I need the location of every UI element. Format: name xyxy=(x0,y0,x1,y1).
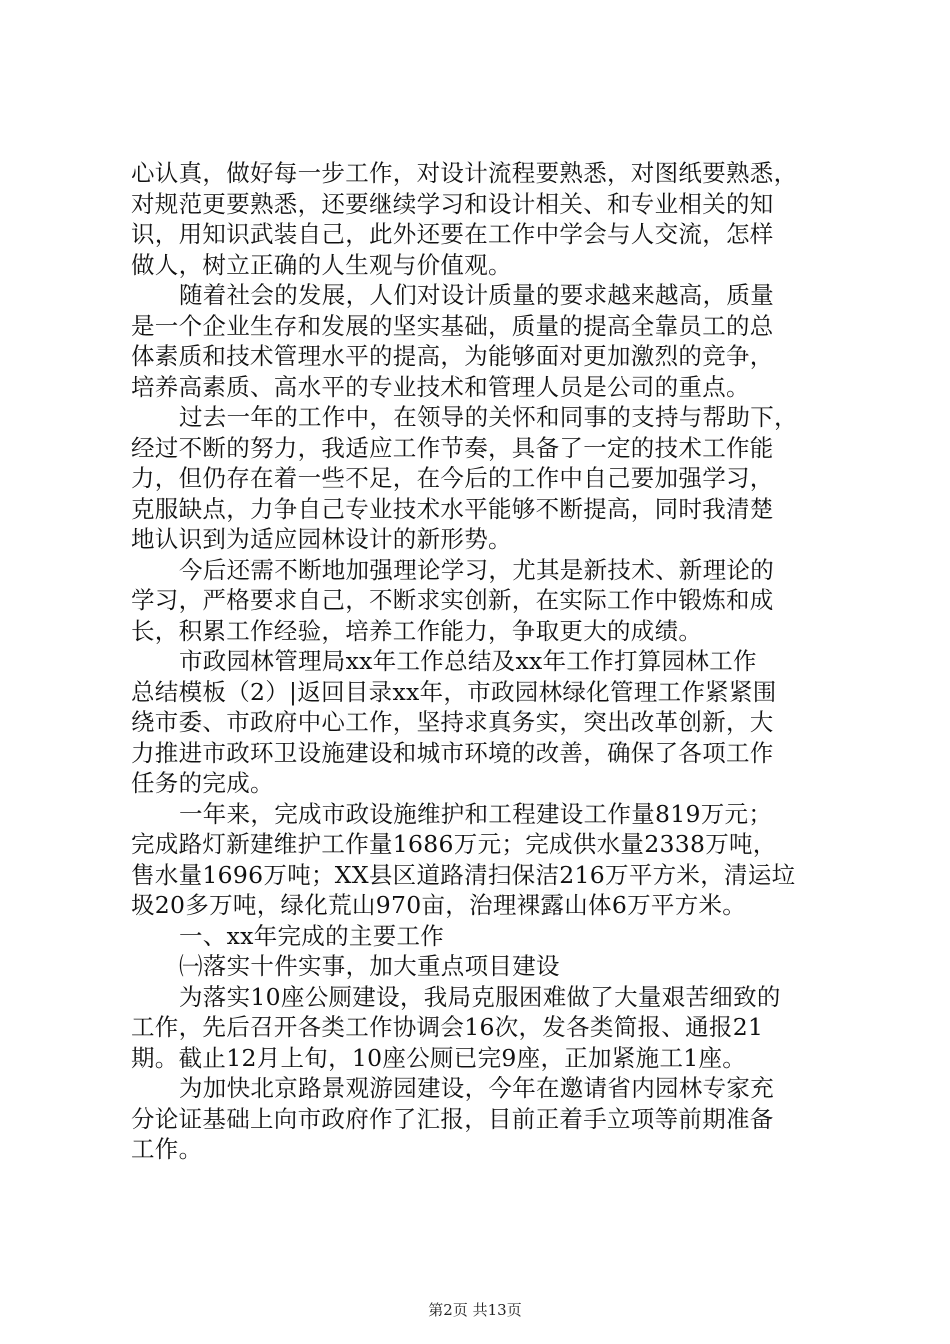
text-line: 体素质和技术管理水平的提高，为能够面对更加激烈的竞争， xyxy=(131,342,774,370)
text-line: 心认真，做好每一步工作，对设计流程要熟悉，对图纸要熟悉， xyxy=(131,159,798,187)
text-line: 圾20多万吨，绿化荒山970亩，治理裸露山体6万平方米。 xyxy=(131,891,747,919)
text-line: 培养高素质、高水平的专业技术和管理人员是公司的重点。 xyxy=(131,372,750,401)
text-line: 售水量1696万吨；XX县区道路清扫保洁216万平方米，清运垃 xyxy=(131,860,796,889)
text-line: 总结模板（2）|返回目录xx年，市政园林绿化管理工作紧紧围 xyxy=(131,677,777,706)
text-line: 期。截止12月上旬，10座公厕已完9座，正加紧施工1座。 xyxy=(131,1043,747,1072)
text-line: 地认识到为适应园林设计的新形势。 xyxy=(131,525,512,553)
text-line: 一、xx年完成的主要工作 xyxy=(179,921,445,950)
text-line: 做人，树立正确的人生观与价值观。 xyxy=(131,250,512,279)
text-line: 工作。 xyxy=(131,1135,203,1163)
text-line: 是一个企业生存和发展的坚实基础，质量的提高全靠员工的总 xyxy=(131,311,774,340)
text-line: 为加快北京路景观游园建设，今年在邀请省内园林专家充 xyxy=(179,1074,774,1102)
text-line: 长，积累工作经验，培养工作能力，争取更大的成绩。 xyxy=(131,616,703,645)
text-line: 完成路灯新建维护工作量1686万元；完成供水量2338万吨， xyxy=(131,830,777,858)
text-line: 力，但仍存在着一些不足，在今后的工作中自己要加强学习， xyxy=(131,464,774,492)
text-line: 分论证基础上向市政府作了汇报，目前正着手立项等前期准备 xyxy=(131,1104,774,1133)
text-line: 力推进市政环卫设施建设和城市环境的改善，确保了各项工作 xyxy=(131,738,774,767)
text-line: 克服缺点，力争自己专业技术水平能够不断提高，同时我清楚 xyxy=(131,494,774,523)
text-line: 过去一年的工作中，在领导的关怀和同事的支持与帮助下， xyxy=(179,403,798,431)
page-footer: 第2页 共13页 xyxy=(428,1301,522,1319)
text-line: 经过不断的努力，我适应工作节奏，具备了一定的技术工作能 xyxy=(131,433,774,462)
text-line: 绕市委、市政府中心工作，坚持求真务实，突出改革创新，大 xyxy=(131,708,774,736)
text-line: 市政园林管理局xx年工作总结及xx年工作打算园林工作 xyxy=(179,647,757,675)
document-body xyxy=(131,158,831,1165)
text-line: 随着社会的发展，人们对设计质量的要求越来越高，质量 xyxy=(179,281,774,309)
text-line: ㈠落实十件实事，加大重点项目建设 xyxy=(179,952,560,980)
text-line: 识，用知识武装自己，此外还要在工作中学会与人交流，怎样 xyxy=(131,220,774,248)
text-line: 一年来，完成市政设施维护和工程建设工作量819万元； xyxy=(179,799,773,828)
text-line: 工作，先后召开各类工作协调会16次，发各类简报、通报21 xyxy=(131,1013,764,1041)
text-line: 对规范更要熟悉，还要继续学习和设计相关、和专业相关的知 xyxy=(131,189,774,218)
text-line: 为落实10座公厕建设，我局克服困难做了大量艰苦细致的 xyxy=(179,982,781,1011)
text-line: 学习，严格要求自己，不断求实创新，在实际工作中锻炼和成 xyxy=(131,586,774,614)
text-line: 今后还需不断地加强理论学习，尤其是新技术、新理论的 xyxy=(179,555,774,584)
text-line: 任务的完成。 xyxy=(131,769,274,797)
